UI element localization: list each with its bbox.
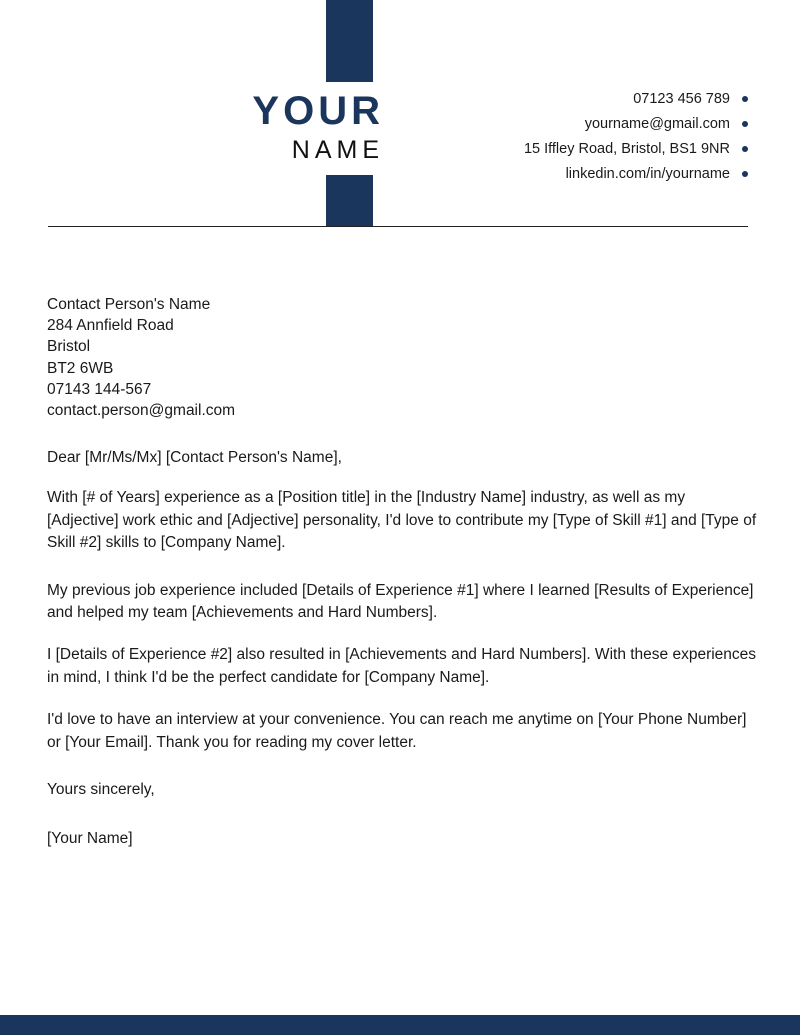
greeting: Dear [Mr/Ms/Mx] [Contact Person's Name], <box>47 449 342 466</box>
bullet-dot-icon <box>742 171 748 177</box>
header-accent-bar-top <box>326 0 373 82</box>
recipient-phone: 07143 144-567 <box>47 380 152 398</box>
recipient-postcode: BT2 6WB <box>47 359 114 377</box>
contact-linkedin <box>524 161 748 186</box>
recipient-name: Contact Person's Name <box>47 296 211 313</box>
contact-phone <box>524 86 748 111</box>
contact-info <box>524 86 748 186</box>
closing: Yours sincerely, <box>47 781 155 799</box>
linkedin-text: linkedin.com/in/yourname <box>565 165 730 182</box>
name-first: YOUR <box>252 89 384 133</box>
contact-email <box>524 111 748 136</box>
paragraph-experience-1: My previous job experience included [Details of Experience #1] where I learned [Results of Experience] and helped my team [Achievements and Hard Numbers]. <box>47 581 754 622</box>
bullet-dot-icon <box>742 96 748 102</box>
header-accent-bar-bottom <box>326 175 373 227</box>
address-text: 15 Iffley Road, Bristol, BS1 9NR <box>523 140 730 157</box>
bullet-dot-icon <box>742 146 748 152</box>
recipient-email: contact.person@gmail.com <box>47 402 236 420</box>
footer-band <box>0 1015 800 1035</box>
header-divider <box>48 226 748 227</box>
recipient-street: 284 Annfield Road <box>47 317 174 335</box>
recipient-block <box>47 294 235 421</box>
phone-text: 07123 456 789 <box>633 90 730 107</box>
name-last: NAME <box>291 136 384 164</box>
recipient-city: Bristol <box>47 338 91 356</box>
signature: [Your Name] <box>47 830 133 848</box>
paragraph-experience-2: I [Details of Experience #2] also resulted in [Achievements and Hard Numbers]. With these experiences in mind, I think I'd be the perfect candidate for [Company Name]. <box>47 646 757 686</box>
paragraph-intro: With [# of Years] experience as a [Position title] in the [Industry Name] industry, as well as my [Adjective] work ethic and [Adjective] personality, I'd love to contribute my [Type of Skill #1] and [Type of Skill #2] skills to [Company Name]. <box>47 489 757 552</box>
contact-address <box>524 136 748 161</box>
letter-body <box>47 447 757 851</box>
email-text: yourname@gmail.com <box>584 115 730 132</box>
bullet-dot-icon <box>742 121 748 127</box>
paragraph-closing: I'd love to have an interview at your convenience. You can reach me anytime on [Your Phone Number] or [Your Email]. Thank you for reading my cover letter. <box>47 711 747 751</box>
